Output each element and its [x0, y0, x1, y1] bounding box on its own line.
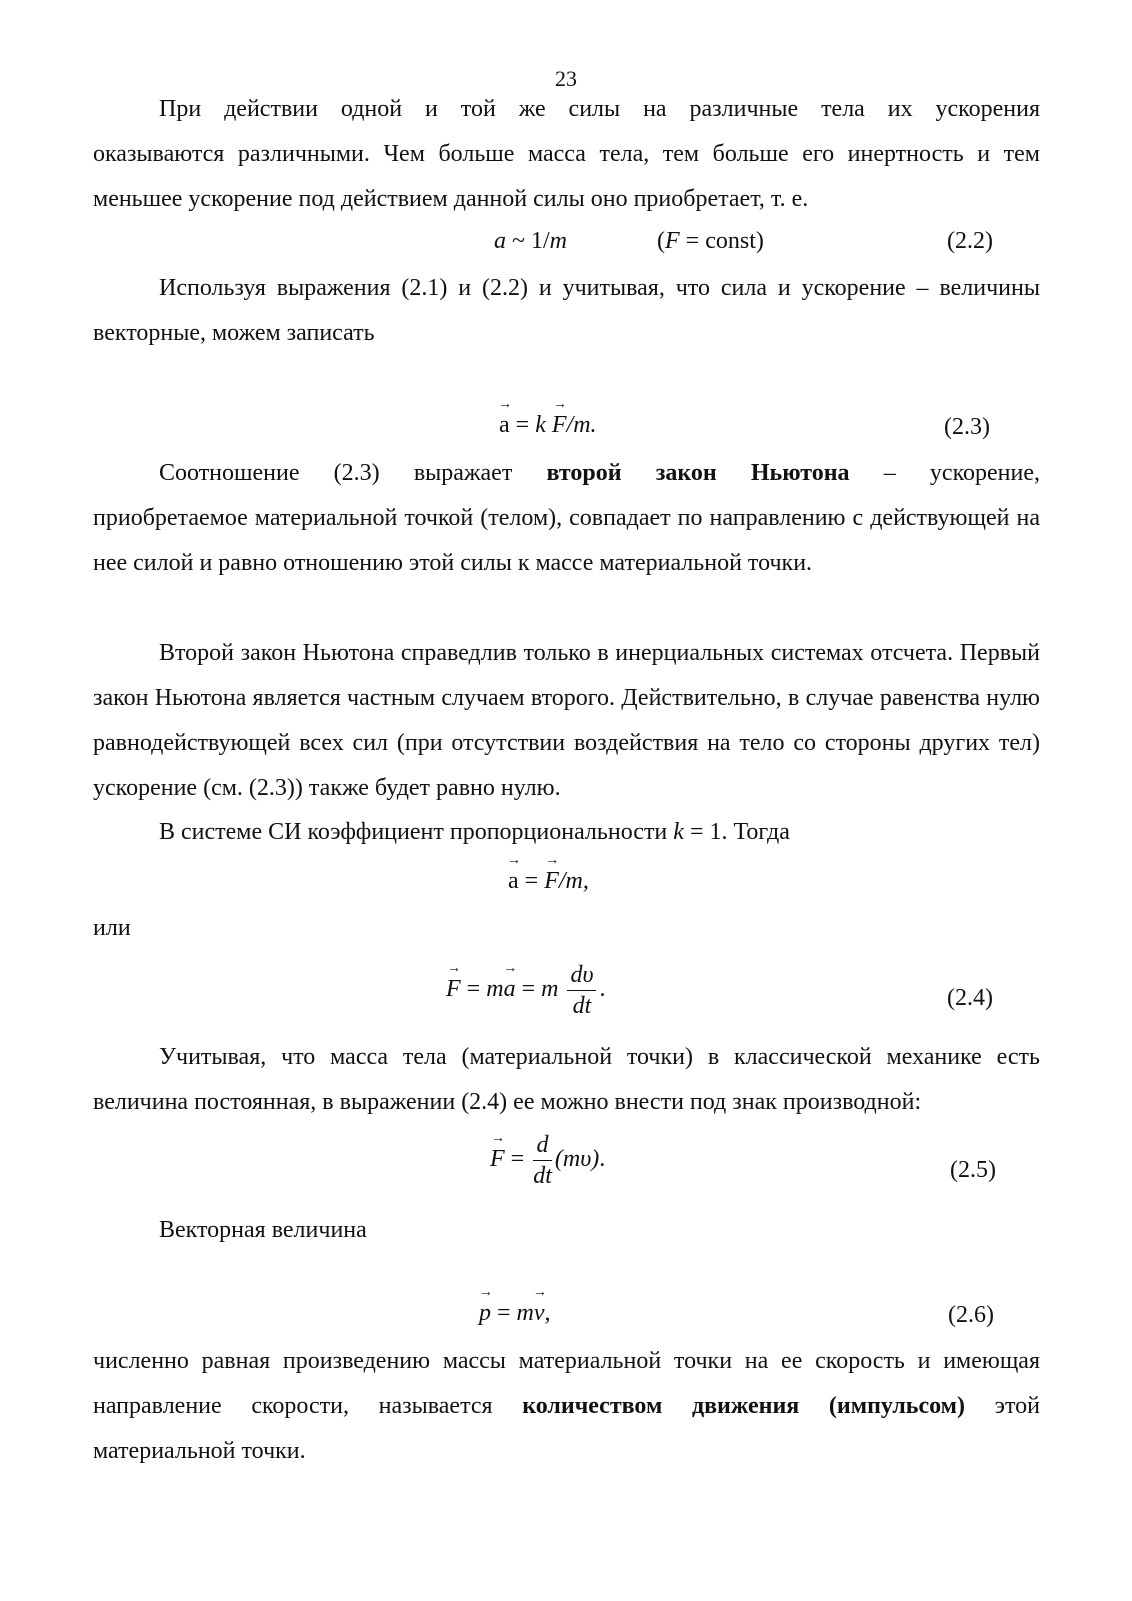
- eq24-m2: m: [541, 976, 559, 1003]
- eq22-m: m: [549, 228, 567, 254]
- eq22-tilde: ~ 1/: [512, 228, 550, 254]
- eq24-m1: m: [486, 976, 504, 1003]
- eq22-open: (: [657, 228, 665, 254]
- eq24-numerator: dυ: [567, 960, 596, 991]
- eq26-eq: =: [491, 1300, 517, 1326]
- equation-2-2-condition: [657, 228, 764, 255]
- paragraph-7: Векторная величина: [159, 1217, 367, 1243]
- paragraph-2: Используя выражения (2.1) и (2.2) и учитывая, что сила и ускорение – величины векторные, можем записать: [93, 275, 1040, 346]
- eq26-p: p →: [479, 1300, 491, 1327]
- paragraph-3-rest: приобретаемое материальной точкой (телом), совпадает по направлению с действующей на нее силой и равно отношению этой силы к массе материальной точки.: [93, 505, 1040, 576]
- equation-2-6: [479, 1300, 551, 1327]
- p3-bold-term: второй закон Ньютона: [546, 460, 850, 486]
- p3-text-a: Соотношение (2.3) выражает: [159, 460, 513, 486]
- eq24-eq1: =: [460, 976, 487, 1003]
- eq24-eq2: =: [515, 976, 542, 1003]
- p3-text-b: – ускорение,: [883, 460, 1041, 486]
- eq22-cond-rest: = const): [679, 228, 764, 254]
- p5-k: k: [673, 819, 684, 845]
- eq23-k: k: [535, 412, 546, 438]
- p8-text-b: этой материальной точки.: [93, 1393, 1040, 1464]
- eq25-fraction: [533, 1130, 552, 1191]
- paragraph-1-line-1: При действии одной и той же силы на различные тела их ускорения: [159, 96, 1040, 122]
- eq25-F: F →: [490, 1146, 505, 1173]
- eqsi-eq: =: [518, 868, 545, 894]
- p8-bold-term: количеством движения (импульсом): [522, 1393, 966, 1419]
- page-number: 23: [555, 66, 577, 91]
- equation-number-2-6: (2.6): [948, 1302, 994, 1328]
- eq24-dot: .: [599, 976, 606, 1003]
- eq24-denominator: dt: [572, 993, 592, 1019]
- eqsi-F: F →: [544, 868, 559, 895]
- paragraph-1-rest: оказываются различными. Чем больше масса тела, тем больше его инертность и тем меньшее ускорение под действием данной силы оно приобретает, т. е.: [93, 141, 1040, 212]
- eq26-comma: ,: [544, 1300, 551, 1326]
- equation-2-5: [490, 1130, 605, 1191]
- paragraph-8: [93, 1339, 1040, 1474]
- eq23-rest: /m.: [566, 412, 597, 438]
- eq24-F: F →: [446, 976, 461, 1003]
- equation-si: [508, 868, 589, 895]
- eq24-fraction: [567, 960, 596, 1021]
- eq25-dot: .: [599, 1146, 606, 1173]
- p5-text-a: В системе СИ коэффициент пропорциональности: [159, 819, 668, 845]
- eqsi-a: a →: [508, 868, 519, 895]
- eq25-numerator: d: [533, 1130, 552, 1161]
- equation-number-2-4: (2.4): [947, 985, 993, 1011]
- eq25-denominator: dt: [533, 1163, 552, 1189]
- eq25-eq: =: [504, 1146, 531, 1173]
- equation-number-2-2: (2.2): [947, 228, 993, 254]
- equation-number-2-5: (2.5): [950, 1157, 996, 1183]
- eq26-m: m: [516, 1300, 534, 1326]
- equation-2-4: [446, 960, 605, 1021]
- eq23-eq: =: [509, 412, 536, 438]
- eq23-F: F →: [552, 412, 567, 439]
- paragraph-4: Второй закон Ньютона справедлив только в инерциальных системах отсчета. Первый закон Ньютона является частным случаем второго. Действительно, в случае равенства нулю равнодействующей всех сил (при отсутствии воздействия на тело со стороны других тел) ускорение (см. (2.3)) также будет равно нулю.: [93, 640, 1040, 801]
- equation-2-3: [499, 412, 597, 439]
- paragraph-3-line-1: [93, 451, 1040, 496]
- equation-2-2: [494, 228, 567, 255]
- word-or: или: [93, 915, 131, 941]
- p8-text-a: численно равная произведению массы материальной точки на ее скорость и имеющая направление скорости, называется: [93, 1348, 1040, 1419]
- paragraph-5: [93, 810, 1040, 855]
- eq22-F: F: [665, 228, 680, 254]
- eq22-a: a: [494, 228, 506, 254]
- paragraph-6: Учитывая, что масса тела (материальной точки) в классической механике есть величина постоянная, в выражении (2.4) ее можно внести под знак производной:: [93, 1044, 1040, 1115]
- eq25-paren: (mυ): [554, 1146, 600, 1173]
- p5-text-b: = 1. Тогда: [689, 819, 790, 845]
- eq24-a: a →: [504, 976, 516, 1003]
- eqsi-rest: /m,: [558, 868, 589, 894]
- eq26-v: v →: [534, 1300, 545, 1327]
- equation-number-2-3: (2.3): [944, 414, 990, 440]
- eq23-a: a →: [499, 412, 510, 439]
